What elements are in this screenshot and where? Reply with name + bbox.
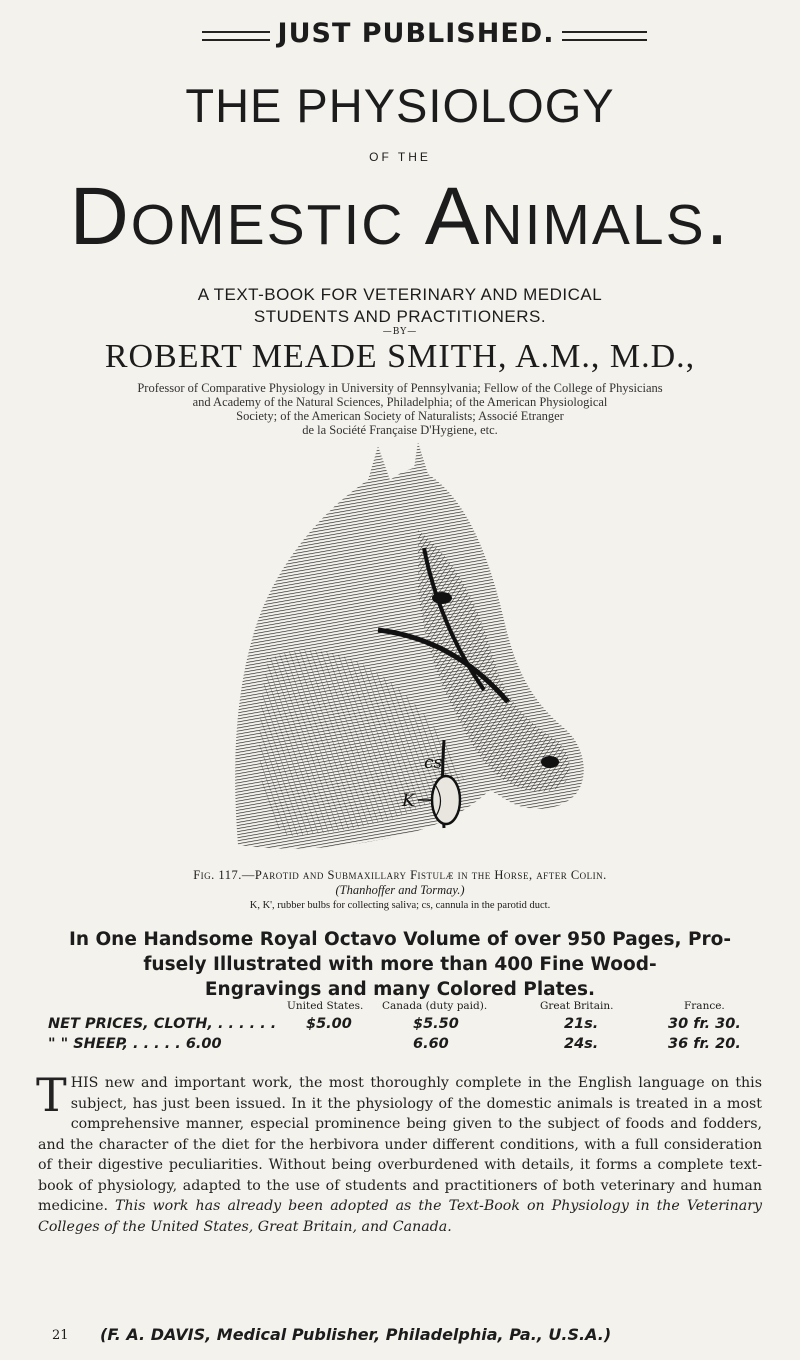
promo-text — [0, 927, 800, 1002]
promo-line-2: fusely Illustrated with more than 400 Fine Wood- — [143, 954, 657, 975]
price-header-us: United States. — [287, 1000, 364, 1012]
banner-text: JUST PUBLISHED. — [277, 18, 555, 49]
caption-line-2: (Thanhoffer and Tormay.) — [335, 883, 465, 897]
credentials-line-2: and Academy of the Natural Sciences, Philadelphia; of the American Physiological — [192, 395, 608, 409]
horse-nostril — [541, 756, 559, 768]
title-line-2: Domestic Animals. — [69, 171, 731, 262]
page-number: 21 — [52, 1328, 69, 1343]
banner-rule-right — [562, 31, 647, 41]
price-sheep-gb: 24s. — [564, 1036, 599, 1052]
description-italic: This work has already been adopted as the Text-Book on Physiology in the Veterinary Colleges of the United States, Great Britain, and Canada. — [38, 1198, 762, 1235]
author-credentials — [10, 381, 790, 437]
price-header-gb: Great Britain. — [540, 1000, 614, 1012]
price-cloth-label: NET PRICES, CLOTH, . . . . . . — [48, 1016, 277, 1032]
banner-rule-left — [202, 31, 270, 41]
title-line-1: THE PHYSIOLOGY — [185, 79, 615, 132]
promo-line-1: In One Handsome Royal Octavo Volume of over 950 Pages, Pro- — [68, 929, 732, 950]
title-of-the: OF THE — [369, 150, 431, 164]
description-text: HIS new and important work, the most thoroughly complete in the English language on this subject, has just been issued. In it the physiology of the domestic animals is treated in a most comprehensive manner, especial prominence being given to the subject of foods and fodders, and the character of the diet for the herbivora under different conditions, with a full consideration of their digestive peculiarities. Without being overburdened with details, it forms a complete text-book of physiology, adapted to the use of students and practitioners of both veterinary and human medicine. — [38, 1075, 762, 1214]
price-cloth-gb: 21s. — [564, 1016, 599, 1032]
caption-line-3: K, K', rubber bulbs for collecting saliva; cs, cannula in the parotid duct. — [249, 900, 551, 911]
rubber-bulb — [432, 776, 460, 824]
price-table — [0, 1000, 800, 1060]
label-k: K — [402, 791, 415, 811]
subtitle-line-1: A TEXT-BOOK FOR VETERINARY AND MEDICAL — [197, 285, 603, 304]
price-sheep-canada: 6.60 — [413, 1036, 449, 1052]
price-cloth-france: 30 fr. 30. — [668, 1016, 741, 1032]
publisher-line: (F. A. DAVIS, Medical Publisher, Philadelphia, Pa., U.S.A.) — [100, 1325, 612, 1344]
credentials-line-3: Society; of the American Society of Naturalists; Associé Etranger — [236, 409, 564, 423]
caption-line-1: Fig. 117.—Parotid and Submaxillary Fistulæ in the Horse, after Colin. — [193, 868, 607, 882]
footer — [52, 1325, 772, 1349]
drop-cap: T — [36, 1068, 67, 1122]
price-sheep-france: 36 fr. 20. — [668, 1036, 741, 1052]
description-paragraph — [36, 1068, 762, 1237]
subtitle — [0, 284, 800, 328]
figure-caption — [0, 868, 800, 913]
horse-engraving-illustration — [228, 440, 592, 860]
subtitle-line-2: STUDENTS AND PRACTITIONERS. — [253, 307, 547, 326]
price-cloth-canada: $5.50 — [413, 1016, 459, 1032]
price-sheep-label: " " SHEEP, . . . . . 6.00 — [48, 1036, 222, 1052]
price-header-france: France. — [684, 1000, 725, 1012]
banner — [0, 8, 800, 58]
credentials-line-4: de la Société Française D'Hygiene, etc. — [302, 423, 498, 437]
promo-line-3: Engravings and many Colored Plates. — [204, 979, 596, 1000]
credentials-line-1: Professor of Comparative Physiology in University of Pennsylvania; Fellow of the College of Physicians — [137, 381, 663, 395]
horse-head-engraving — [228, 440, 592, 860]
by-line: —BY— — [382, 327, 418, 337]
author-name: ROBERT MEADE SMITH, A.M., M.D., — [104, 338, 696, 375]
label-cs: cs — [424, 753, 443, 773]
price-header-canada: Canada (duty paid). — [382, 1000, 488, 1012]
price-cloth-us: $5.00 — [306, 1016, 352, 1032]
